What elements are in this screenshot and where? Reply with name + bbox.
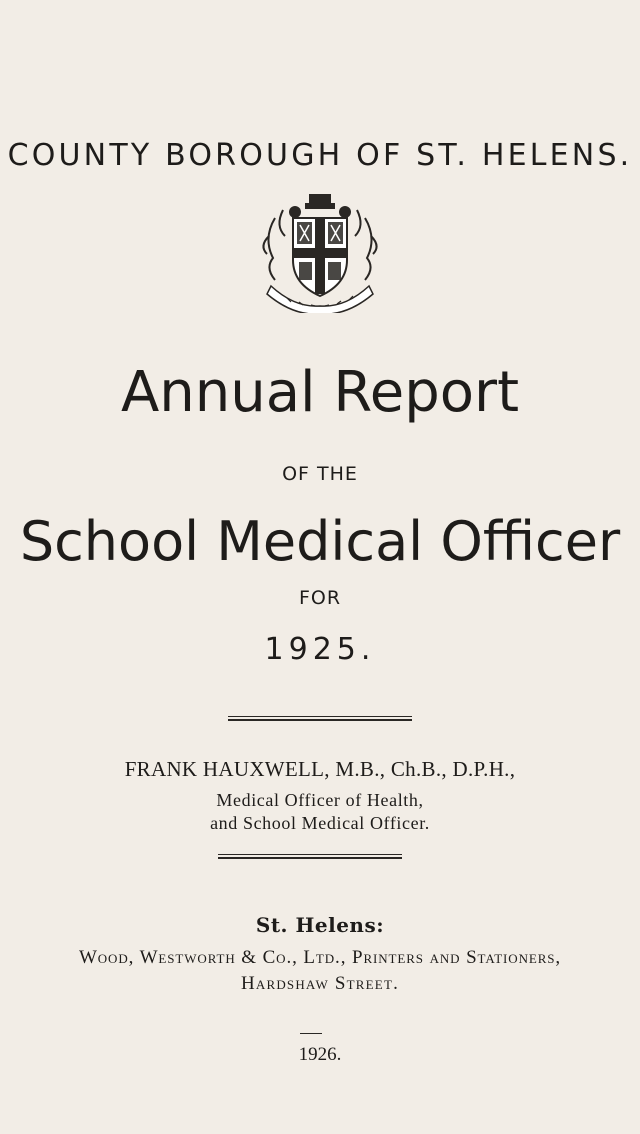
imprint-year: 1926. (298, 1044, 342, 1065)
imprint-printers: Wood, Westworth & Co., Ltd., Printers and Stationers, (78, 947, 562, 968)
imprint-street: Hardshaw Street. (240, 973, 400, 994)
report-title: Annual Report (120, 360, 520, 425)
author-role-line: Medical Officer of Health, (216, 790, 424, 810)
short-rule-divider (300, 1033, 322, 1034)
double-rule-divider (228, 716, 412, 721)
report-year: 1925. (264, 632, 376, 667)
borough-crest (255, 188, 385, 313)
author-name: FRANK HAUXWELL, M.B., Ch.B., D.P.H., (124, 757, 516, 781)
imprint-place: St. Helens: (255, 913, 385, 937)
double-rule-divider (218, 854, 402, 859)
county-heading: COUNTY BOROUGH OF ST. HELENS. (7, 138, 633, 173)
author-role-line: and School Medical Officer. (210, 813, 430, 833)
of-the-label: OF THE (282, 463, 358, 485)
for-label: FOR (298, 587, 342, 609)
officer-title: School Medical Officer (19, 510, 621, 573)
